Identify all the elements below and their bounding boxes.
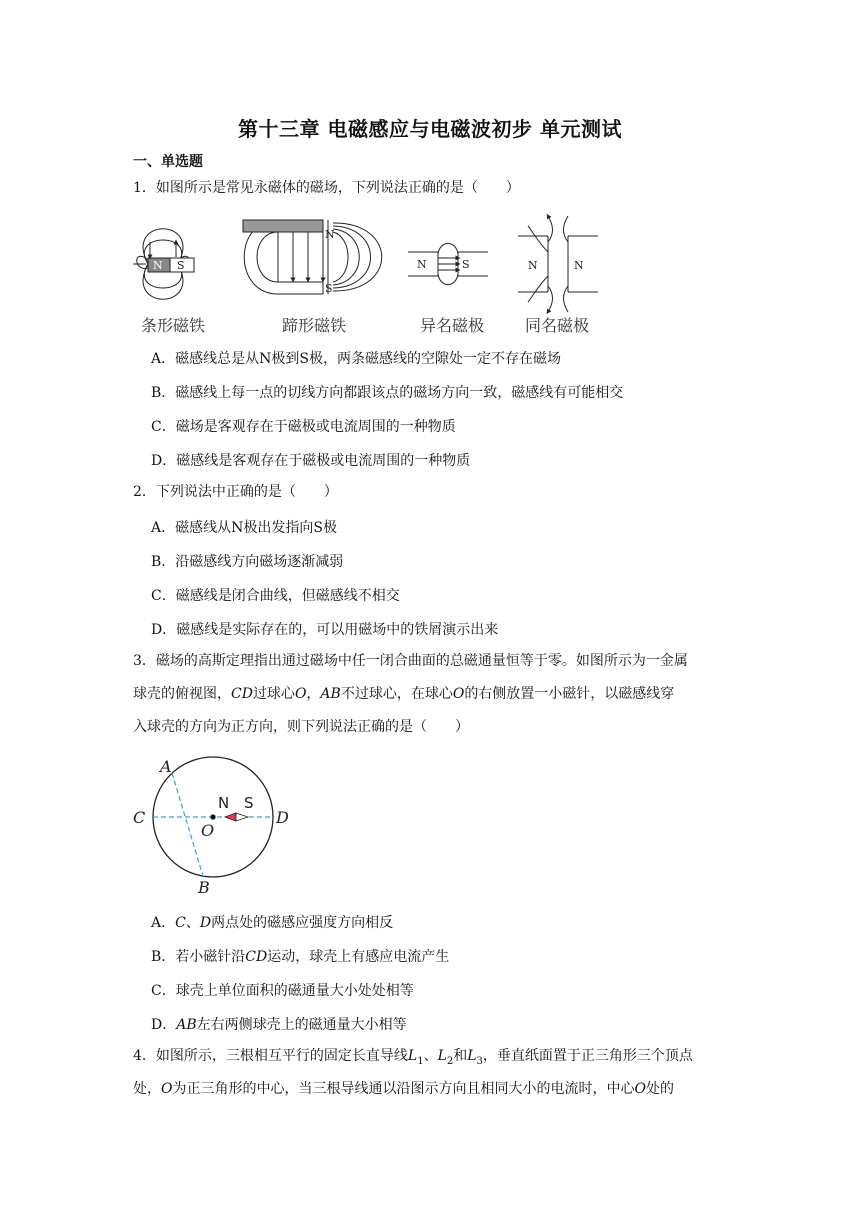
q2-option-b: B．沿磁感线方向磁场逐渐减弱 bbox=[151, 554, 344, 570]
center-o-label: O bbox=[201, 821, 215, 840]
q2-option-d: D．磁感线是实际存在的，可以用磁场中的铁屑演示出来 bbox=[151, 622, 499, 638]
question-3-line-2: 球壳的俯视图，CD过球心O，AB不过球心，在球心O的右侧放置一小磁针，以磁感线穿 bbox=[133, 686, 675, 702]
question-3-line-3: 入球壳的方向为正方向，则下列说法正确的是（ ） bbox=[133, 719, 469, 735]
needle-n-label: N bbox=[218, 794, 230, 812]
q3-option-c: C．球壳上单位面积的磁通量大小处处相等 bbox=[151, 983, 414, 999]
section-heading: 一、单选题 bbox=[133, 154, 203, 170]
bar-s-label: S bbox=[177, 259, 185, 272]
like-n-left-label: N bbox=[528, 259, 538, 272]
bar-magnet-diagram bbox=[133, 229, 194, 300]
horseshoe-s-label: S bbox=[325, 282, 333, 295]
horseshoe-magnet-diagram bbox=[243, 220, 382, 294]
q2-option-a: A．磁感线从N极出发指向S极 bbox=[151, 520, 337, 536]
q1-option-d: D．磁感线是客观存在于磁极或电流周围的一种物质 bbox=[151, 453, 471, 469]
opposite-n-label: N bbox=[417, 258, 427, 271]
q1-option-a: A．磁感线总是从N极到S极，两条磁感线的空隙处一定不存在磁场 bbox=[151, 351, 561, 367]
label-like-poles: 同名磁极 bbox=[525, 316, 590, 335]
q1-option-b: B．磁感线上每一点的切线方向都跟该点的磁场方向一致，磁感线有可能相交 bbox=[151, 385, 624, 401]
needle-s-label: S bbox=[244, 794, 254, 812]
question-4-line-1: 4．如图所示，三根相互平行的固定长直导线$L_1$、$L_2$和$L_3$，垂直纸面置于正三角形三个顶点 bbox=[133, 1048, 693, 1067]
point-c-label: C bbox=[133, 808, 146, 827]
horseshoe-n-label: N bbox=[325, 228, 335, 241]
question-3-line-1: 3．磁场的高斯定理指出通过磁场中任一闭合曲面的总磁通量恒等于零。如图所示为一金属 bbox=[133, 653, 688, 669]
q3-option-d: D．AB左右两侧球壳上的磁通量大小相等 bbox=[151, 1017, 407, 1033]
sphere-shell-figure bbox=[128, 752, 298, 900]
question-1-stem: 1．如图所示是常见永磁体的磁场，下列说法正确的是（ ） bbox=[133, 180, 520, 196]
q1-option-c: C．磁场是客观存在于磁极或电流周围的一种物质 bbox=[151, 419, 456, 435]
point-b-label: B bbox=[198, 878, 210, 897]
q3-option-b: B．若小磁针沿CD运动，球壳上有感应电流产生 bbox=[151, 949, 450, 965]
q2-option-c: C．磁感线是闭合曲线，但磁感线不相交 bbox=[151, 588, 400, 604]
page-title: 第十三章 电磁感应与电磁波初步 单元测试 bbox=[238, 117, 622, 141]
point-d-label: D bbox=[276, 808, 289, 827]
question-2-stem: 2．下列说法中正确的是（ ） bbox=[133, 484, 338, 500]
q3-option-a: A．C、D两点处的磁感应强度方向相反 bbox=[151, 915, 394, 931]
question-4-line-2: 处，O为正三角形的中心，当三根导线通以沿图示方向且相同大小的电流时，中心O处的 bbox=[133, 1081, 674, 1097]
opposite-s-label: S bbox=[462, 258, 470, 271]
like-n-right-label: N bbox=[574, 259, 584, 272]
label-opposite-poles: 异名磁极 bbox=[420, 316, 485, 335]
label-horseshoe-magnet: 蹄形磁铁 bbox=[282, 316, 347, 335]
point-a-label: A bbox=[160, 757, 172, 776]
bar-n-label: N bbox=[153, 259, 163, 272]
label-bar-magnet: 条形磁铁 bbox=[141, 316, 206, 335]
